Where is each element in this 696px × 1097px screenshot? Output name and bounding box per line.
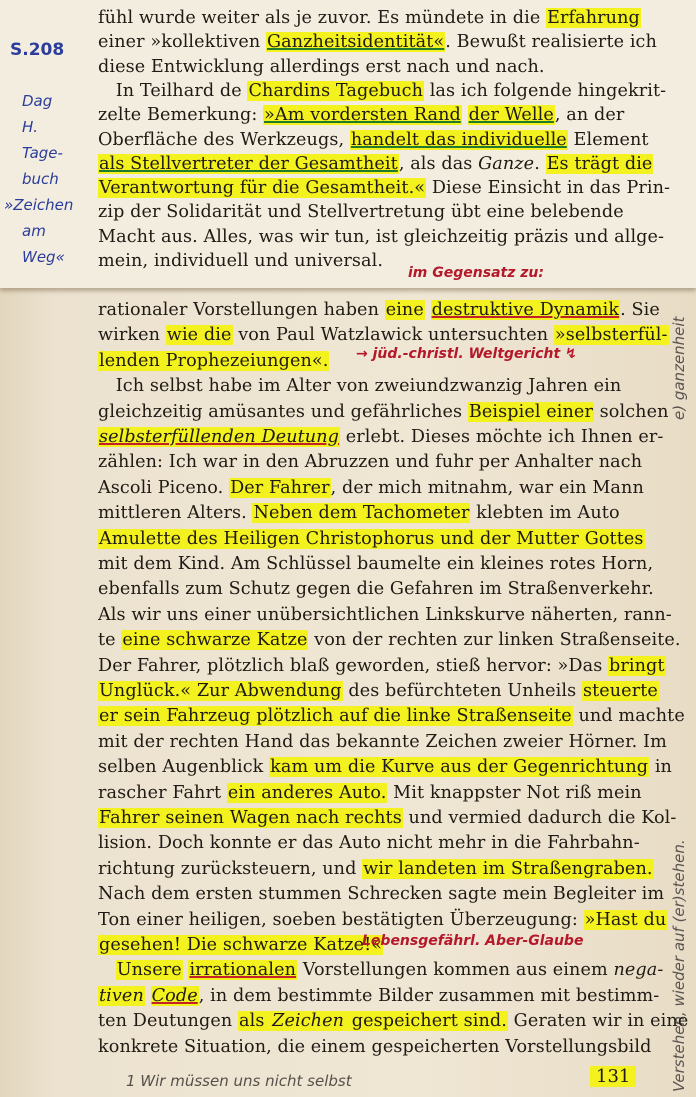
text-run: , der mich mitnahm, war ein Mann — [330, 477, 644, 498]
text-line — [98, 986, 659, 1006]
text-line — [98, 251, 383, 271]
marked-text: bringt — [609, 655, 665, 676]
text-run: , an der — [554, 105, 625, 126]
text-line — [98, 783, 642, 803]
text-line — [98, 884, 664, 904]
margin-note-bottom-right: Verstehen, wieder auf (er)stehen. — [670, 839, 688, 1092]
marked-text: eine — [385, 300, 424, 320]
marked-text: »selbsterfül- — [554, 325, 668, 346]
marked-text: Der Fahrer — [230, 477, 330, 498]
text-run: rationaler Vorstellungen haben — [98, 300, 385, 320]
text-line — [98, 859, 654, 879]
text-run: wirken — [98, 325, 166, 346]
marked-text: gesehen! Die schwarze Katze!« — [99, 935, 383, 955]
text-run: mittleren Alters. — [98, 503, 253, 524]
text-run — [145, 986, 151, 1006]
text-run: gleichzeitig amüsantes und gefährliches — [98, 401, 468, 422]
text-line — [98, 757, 672, 777]
marked-text: er sein Fahrzeug plötzlich auf die linke Straßenseite — [99, 706, 572, 727]
marked-text: Unsere — [116, 960, 182, 981]
text-run: Oberfläche des Werkzeugs, — [98, 129, 350, 150]
marked-text: Verantwortung für die Gesamtheit.« — [99, 178, 426, 199]
text-line — [98, 427, 663, 447]
text-run: erlebt. Dieses möchte ich Ihnen er- — [340, 427, 664, 447]
text-run: Ich selbst habe im Alter von zweiundzwanzig Jahren ein — [98, 376, 622, 397]
blue-note-word: am — [22, 222, 46, 240]
text-run: diese Entwicklung allerdings erst nach und nach. — [98, 56, 545, 77]
text-line — [98, 351, 329, 371]
text-run: konkrete Situation, die einem gespeicherten Vorstellungsbild — [98, 1036, 652, 1057]
marked-text: tiven — [99, 985, 144, 1006]
pencil-footnote: 1 Wir müssen uns nicht selbst — [126, 1072, 352, 1090]
marked-text: lenden Prophezeiungen«. — [99, 350, 329, 371]
marked-text: wir landeten im Straßengraben. — [363, 858, 653, 879]
marked-text: destruktive Dynamik — [431, 300, 620, 320]
marked-text: »Hast du — [584, 909, 667, 930]
text-line — [98, 376, 621, 396]
marked-text: Unglück.« Zur Abwendung — [99, 681, 342, 701]
text-run: Nach dem ersten stummen Schrecken sagte mein Begleiter im — [98, 884, 665, 905]
blue-note-word: Tage- — [22, 144, 63, 162]
marked-text: irrationalen — [189, 960, 297, 981]
text-run: , als das — [398, 153, 479, 174]
text-run: . — [534, 153, 546, 174]
text-line — [98, 105, 624, 125]
text-run: Geraten wir in eine — [507, 1011, 689, 1032]
marked-text: handelt das individuelle — [350, 129, 567, 150]
text-run: Macht aus. Alles, was wir tun, ist gleichzeitig präzis und allge- — [98, 226, 665, 247]
marked-text: Erfahrung — [547, 8, 640, 28]
page-number: 131 — [590, 1066, 636, 1087]
red-note-superstition: Lebensgefährl. Aber-Glaube — [362, 933, 584, 949]
text-run: zählen: Ich war in den Abruzzen und fuhr per Anhalter nach — [98, 452, 643, 473]
text-line — [98, 503, 620, 523]
text-run: In Teilhard de — [98, 80, 248, 101]
marked-text: Fahrer seinen Wagen nach rechts — [99, 808, 402, 828]
margin-note-top-right: e) ganzenheit — [670, 316, 688, 420]
text-run: selben Augenblick — [98, 757, 270, 778]
text-run: mit dem Kind. Am Schlüssel baumelte ein kleines rotes Horn, — [98, 554, 654, 574]
marked-text: ein anderes Auto. — [227, 782, 387, 803]
text-line — [98, 656, 666, 676]
marked-text: Code — [151, 985, 198, 1006]
text-run: rascher Fahrt — [98, 782, 227, 803]
marked-text: als — [239, 1011, 271, 1032]
text-run: Element — [567, 129, 649, 150]
text-run: Vorstellungen kommen aus einem — [297, 960, 614, 981]
marked-text: Zeichen — [272, 1011, 345, 1032]
marked-text: Neben dem Tachometer — [253, 503, 470, 524]
text-run: , in dem bestimmte Bilder zusammen mit bestimm- — [198, 985, 660, 1006]
text-run: zip der Solidarität und Stellvertretung übt eine belebende — [98, 202, 624, 223]
text-line — [98, 178, 670, 198]
text-run: des befürchteten Unheils — [342, 681, 582, 701]
text-line — [98, 154, 653, 174]
text-line — [98, 554, 653, 574]
text-line — [98, 202, 624, 222]
text-line — [98, 8, 641, 28]
text-run: mein, individuell und universal. — [98, 251, 384, 271]
text-line — [98, 630, 681, 650]
text-run: lision. Doch konnte er das Auto nicht mehr in die Fahrbahn- — [98, 833, 640, 854]
text-run: solchen — [593, 401, 669, 422]
marked-text: eine schwarze Katze — [122, 630, 308, 651]
text-run: von Paul Watzlawick untersuchten — [232, 325, 554, 346]
marked-text: Es trägt die — [546, 153, 653, 174]
blue-note-word: H. — [22, 118, 39, 136]
text-line — [98, 81, 666, 101]
text-run: klebten im Auto — [470, 503, 620, 524]
text-run — [425, 300, 431, 320]
text-line — [98, 227, 664, 247]
blue-note-word: »Zeichen — [4, 196, 74, 214]
text-run: fühl wurde weiter als je zuvor. Es mündete in die — [98, 8, 547, 28]
text-line — [98, 960, 663, 980]
page-reference-note: S.208 — [10, 40, 65, 60]
text-run: . Bewußt realisierte ich — [445, 32, 657, 53]
text-line — [98, 681, 659, 701]
text-run: te — [98, 630, 122, 651]
blue-note-word: Weg« — [22, 248, 65, 266]
text-run: ten Deutungen — [98, 1011, 238, 1032]
red-note-contrast: im Gegensatz zu: — [408, 265, 544, 281]
marked-text: selbsterfüllenden Deutung — [99, 427, 340, 447]
text-line — [98, 910, 667, 930]
marked-text: Ganze — [478, 153, 535, 174]
text-run: Ascoli Piceno. — [98, 477, 230, 498]
marked-text: »Am vordersten Rand — [264, 105, 461, 126]
text-line — [98, 300, 660, 320]
marked-text: gespeichert sind. — [346, 1011, 507, 1032]
text-run: und machte — [572, 706, 685, 727]
text-line — [98, 402, 669, 422]
text-run: von der rechten zur linken Straßenseite. — [308, 630, 681, 651]
text-run: ebenfalls zum Schutz gegen die Gefahren im Straßenverkehr. — [98, 579, 654, 600]
red-note-judgment: → jüd.-christl. Weltgericht ↯ — [356, 346, 577, 362]
text-line — [98, 808, 676, 828]
text-run: mit der rechten Hand das bekannte Zeichen zweier Hörner. Im — [98, 731, 667, 752]
text-run: richtung zurücksteuern, und — [98, 858, 363, 879]
marked-text: kam um die Kurve aus der Gegenrichtung — [270, 757, 649, 778]
text-line — [98, 57, 545, 77]
text-line — [98, 579, 654, 599]
text-run: Mit knappster Not riß mein — [387, 782, 642, 803]
text-run: Der Fahrer, plötzlich blaß geworden, stieß hervor: »Das — [98, 655, 609, 676]
marked-text: als Stellvertreter der Gesamtheit — [99, 153, 398, 174]
marked-text: Amulette des Heiligen Christophorus und der Mutter Gottes — [99, 528, 644, 549]
text-line — [98, 1037, 651, 1057]
text-line — [98, 130, 649, 150]
text-run: las ich folgende hingekrit- — [424, 80, 667, 101]
marked-text: nega- — [613, 960, 664, 981]
text-line — [98, 732, 667, 752]
text-line — [98, 478, 644, 498]
marked-text: steuerte — [582, 681, 658, 701]
marked-text: Chardins Tagebuch — [248, 80, 424, 101]
text-run: Als wir uns einer unübersichtlichen Linkskurve näherten, rann- — [98, 604, 672, 625]
marked-text: wie die — [166, 325, 232, 346]
text-line — [98, 452, 642, 472]
text-line — [98, 529, 645, 549]
text-run: Diese Einsicht in das Prin- — [426, 178, 671, 199]
text-run — [462, 105, 468, 125]
blue-note-word: Dag — [22, 92, 53, 110]
text-line — [98, 32, 657, 52]
text-line — [98, 706, 685, 726]
text-run: und vermied dadurch die Kol- — [402, 808, 677, 828]
marked-text: Ganzheitsidentität« — [267, 32, 445, 53]
text-run: einer »kollektiven — [98, 32, 267, 53]
blue-note-word: buch — [22, 170, 59, 188]
text-line — [98, 325, 669, 345]
text-run: Ton einer heiligen, soeben bestätigten Überzeugung: — [98, 909, 584, 930]
text-run: zelte Bemerkung: — [98, 105, 264, 126]
marked-text: der Welle — [468, 105, 554, 126]
marked-text: Beispiel einer — [468, 401, 593, 422]
text-line — [98, 833, 640, 853]
text-line — [98, 935, 383, 955]
text-run — [98, 960, 116, 980]
text-run: . Sie — [620, 300, 660, 320]
text-run: in — [649, 757, 672, 778]
text-line — [98, 1011, 688, 1031]
text-line — [98, 605, 672, 625]
